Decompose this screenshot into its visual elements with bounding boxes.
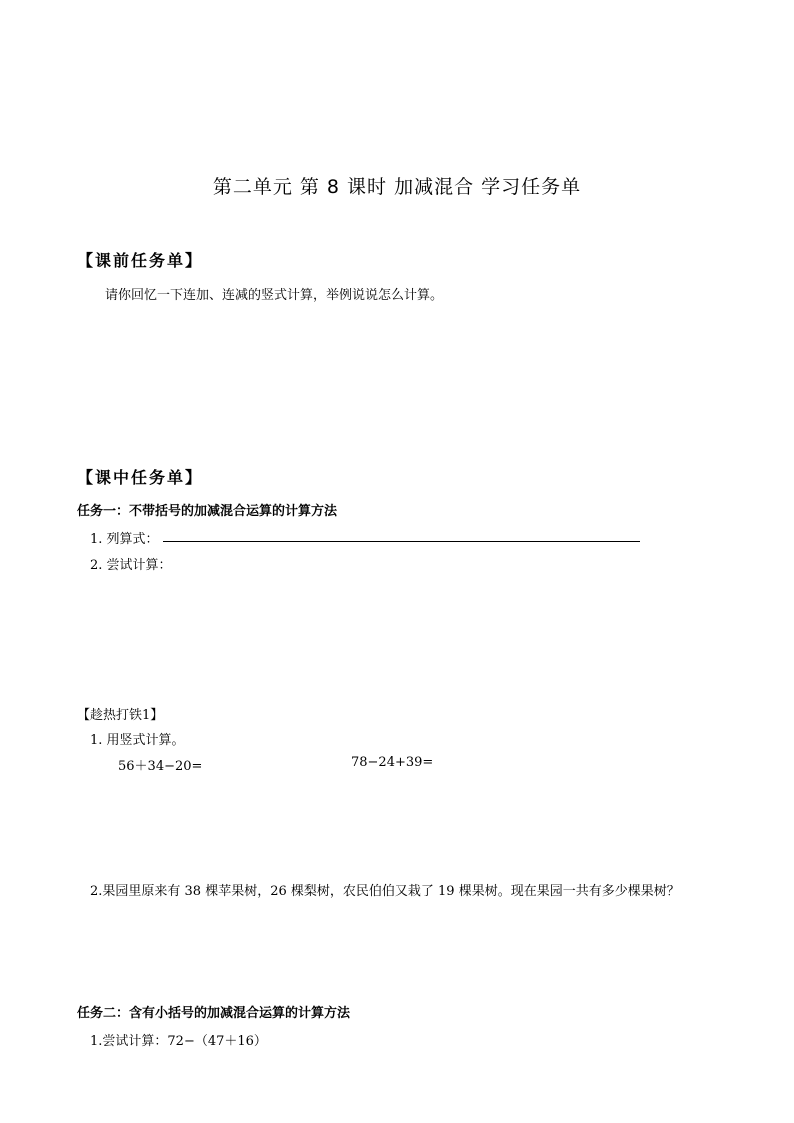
task1-item-try-calculate: 2. 尝试计算： <box>90 558 172 573</box>
practice1-word-problem: 2.果园里原来有 38 棵苹果树，26 棵梨树，农民伯伯又栽了 19 棵果树。现在果园一共有多少棵果树？ <box>90 884 680 899</box>
task2-heading: 任务二：含有小括号的加减混合运算的计算方法 <box>77 1006 351 1021</box>
expression-b: 78−24+39= <box>351 755 434 770</box>
task1-heading: 任务一：不带括号的加减混合运算的计算方法 <box>77 504 338 519</box>
pre-class-prompt: 请你回忆一下连加、连减的竖式计算，举例说说怎么计算。 <box>105 288 444 303</box>
page-title: 第二单元 第 8 课时 加减混合 学习任务单 <box>212 176 582 198</box>
in-class-heading: 【课中任务单】 <box>77 468 204 487</box>
answer-line[interactable] <box>163 541 640 542</box>
expression-a: 56＋34−20= <box>118 759 203 774</box>
task1-item-list-expression: 1. 列算式： <box>90 532 159 547</box>
practice1-heading: 【趁热打铁1】 <box>77 708 164 723</box>
task2-item-try-calculate: 1.尝试计算：72−（47＋16） <box>90 1034 267 1049</box>
pre-class-heading: 【课前任务单】 <box>77 251 204 270</box>
practice1-item-vertical-calc: 1. 用竖式计算。 <box>90 733 185 748</box>
